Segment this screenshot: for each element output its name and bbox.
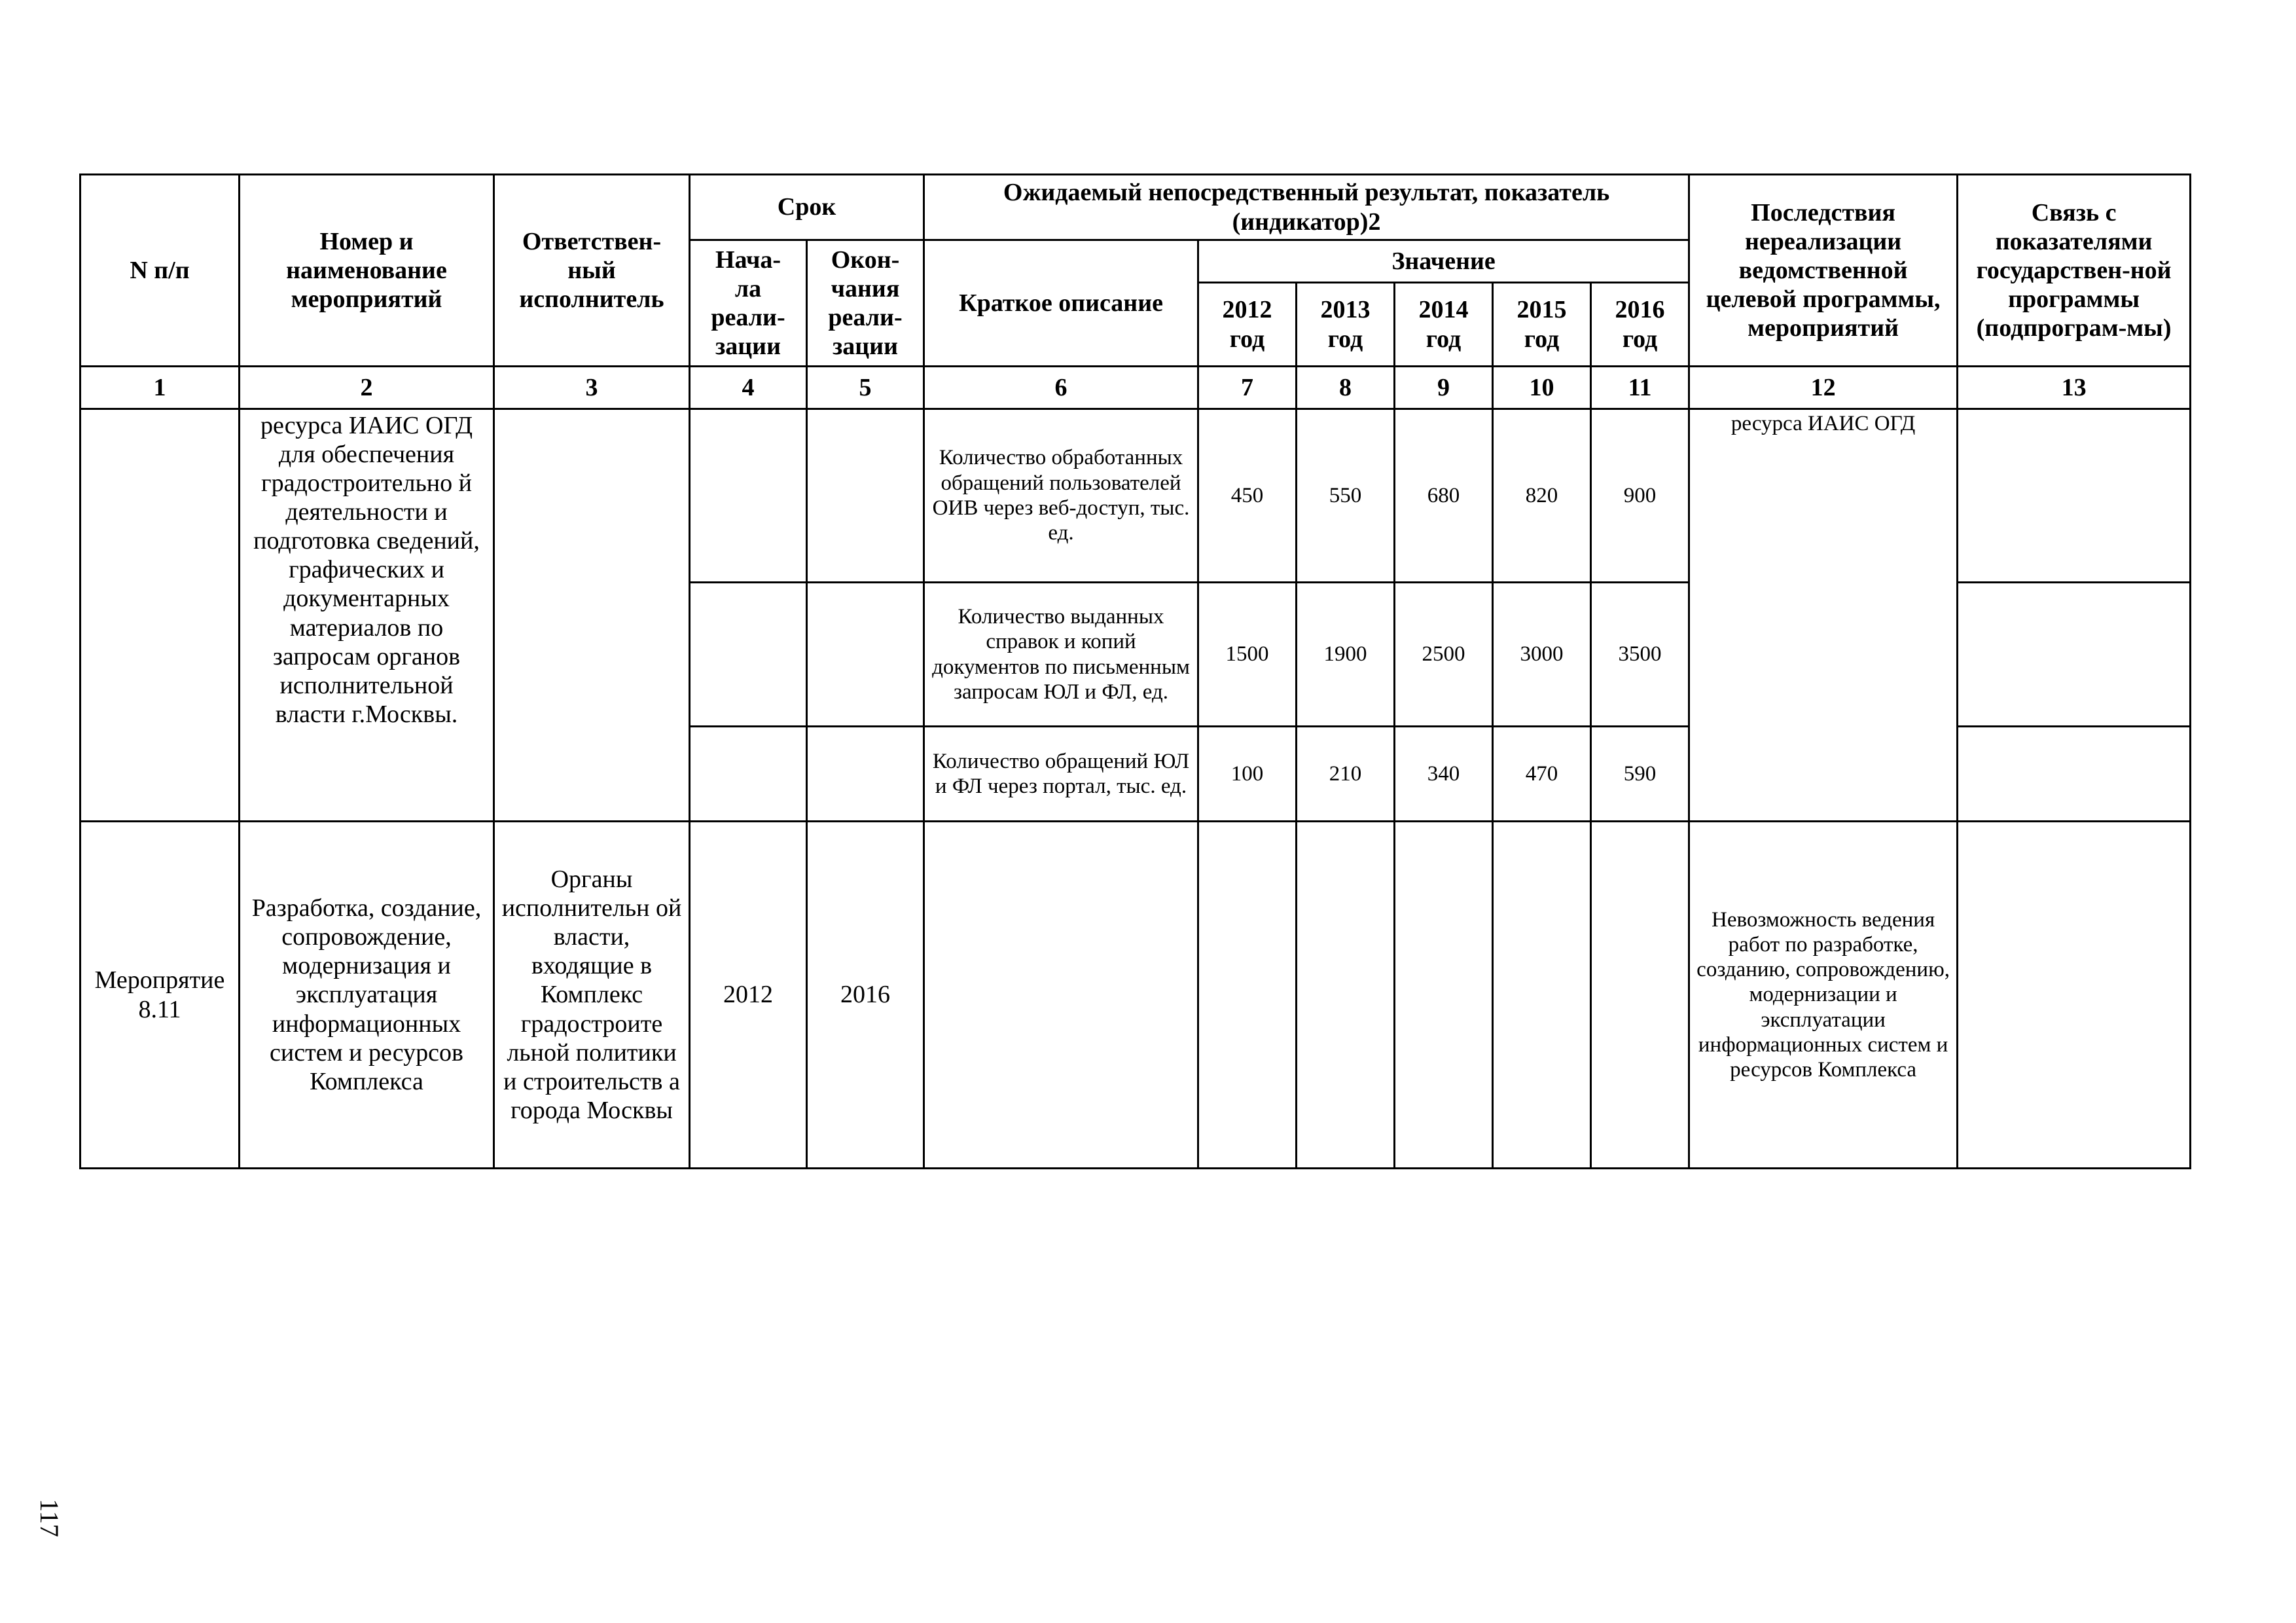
header-number: N п/п <box>81 175 240 367</box>
indicator-value-2013: 210 <box>1297 727 1395 822</box>
indicator-description: Количество обработанных обращений пользователей ОИВ через веб-доступ, тыс. ед. <box>924 409 1198 583</box>
column-number: 1 <box>81 367 240 409</box>
end-cell <box>807 583 924 727</box>
column-numbers-row <box>81 367 2191 409</box>
column-number: 11 <box>1591 367 1689 409</box>
start-cell <box>690 409 807 583</box>
column-number: 2 <box>240 367 494 409</box>
table-row <box>81 409 2191 583</box>
start-cell <box>690 727 807 822</box>
indicator-value-2012: 100 <box>1198 727 1297 822</box>
continued-number-cell <box>81 409 240 822</box>
indicator-value-2013: 1900 <box>1297 583 1395 727</box>
measure-number: Меропрятие 8.11 <box>81 822 240 1169</box>
value-cell <box>1297 822 1395 1169</box>
indicator-value-2016: 3500 <box>1591 583 1689 727</box>
indicator-value-2014: 2500 <box>1395 583 1493 727</box>
column-number: 13 <box>1958 367 2191 409</box>
indicator-value-2015: 820 <box>1493 409 1591 583</box>
header-year-2013: 2013 год <box>1297 283 1395 367</box>
column-number: 8 <box>1297 367 1395 409</box>
measure-end: 2016 <box>807 822 924 1169</box>
column-number: 3 <box>494 367 690 409</box>
measure-consequence: Невозможность ведения работ по разработке, созданию, сопровождению, модернизации и эксплуатации информационных систем и ресурсов Комплекса <box>1689 822 1958 1169</box>
indicator-value-2015: 470 <box>1493 727 1591 822</box>
brief-description-cell <box>924 822 1198 1169</box>
column-number: 4 <box>690 367 807 409</box>
indicator-value-2016: 900 <box>1591 409 1689 583</box>
page-number: 117 <box>34 1499 64 1537</box>
header-start: Нача- ла реали- зации <box>690 240 807 367</box>
program-link-cell <box>1958 727 2191 822</box>
header-consequences: Последствия нереализации ведомственной целевой программы, мероприятий <box>1689 175 1958 367</box>
value-cell <box>1395 822 1493 1169</box>
header-year-2015: 2015 год <box>1493 283 1591 367</box>
header-executor: Ответствен- ный исполнитель <box>494 175 690 367</box>
value-cell <box>1493 822 1591 1169</box>
measure-start: 2012 <box>690 822 807 1169</box>
indicator-description: Количество обращений ЮЛ и ФЛ через портал, тыс. ед. <box>924 727 1198 822</box>
measure-executor: Органы исполнительн ой власти, входящие в Комплекс градостроите льной политики и строительств а города Москвы <box>494 822 690 1169</box>
column-number: 5 <box>807 367 924 409</box>
indicator-value-2012: 450 <box>1198 409 1297 583</box>
indicator-value-2014: 340 <box>1395 727 1493 822</box>
header-year-2016: 2016 год <box>1591 283 1689 367</box>
table-row <box>81 822 2191 1169</box>
indicator-value-2016: 590 <box>1591 727 1689 822</box>
program-link-cell <box>1958 583 2191 727</box>
header-end: Окон- чания реали- зации <box>807 240 924 367</box>
program-link-cell <box>1958 409 2191 583</box>
measure-name: Разработка, создание, сопровождение, модернизация и эксплуатация информационных систем и ресурсов Комплекса <box>240 822 494 1169</box>
header-year-2012: 2012 год <box>1198 283 1297 367</box>
end-cell <box>807 409 924 583</box>
header-name: Номер и наименование мероприятий <box>240 175 494 367</box>
column-number: 6 <box>924 367 1198 409</box>
column-number: 10 <box>1493 367 1591 409</box>
header-brief-description: Краткое описание <box>924 240 1198 367</box>
indicator-value-2013: 550 <box>1297 409 1395 583</box>
indicator-value-2014: 680 <box>1395 409 1493 583</box>
header-expected-result: Ожидаемый непосредственный результат, показатель (индикатор)2 <box>924 175 1689 240</box>
indicator-description: Количество выданных справок и копий документов по письменным запросам ЮЛ и ФЛ, ед. <box>924 583 1198 727</box>
column-number: 9 <box>1395 367 1493 409</box>
continued-executor-cell <box>494 409 690 822</box>
program-table <box>79 173 2191 1169</box>
header-year-2014: 2014 год <box>1395 283 1493 367</box>
value-cell <box>1591 822 1689 1169</box>
continued-measure-name: ресурса ИАИС ОГД для обеспечения градостроительно й деятельности и подготовка сведений, графических и документарных материалов по запросам органов исполнительной власти г.Москвы. <box>240 409 494 822</box>
column-number: 12 <box>1689 367 1958 409</box>
end-cell <box>807 727 924 822</box>
header-term: Срок <box>690 175 924 240</box>
header-program-link: Связь с показателями государствен-ной программы (подпрограм-мы) <box>1958 175 2191 367</box>
value-cell <box>1198 822 1297 1169</box>
program-link-cell <box>1958 822 2191 1169</box>
header-value: Значение <box>1198 240 1689 283</box>
continued-consequence: ресурса ИАИС ОГД <box>1689 409 1958 822</box>
indicator-value-2012: 1500 <box>1198 583 1297 727</box>
column-number: 7 <box>1198 367 1297 409</box>
indicator-value-2015: 3000 <box>1493 583 1591 727</box>
start-cell <box>690 583 807 727</box>
